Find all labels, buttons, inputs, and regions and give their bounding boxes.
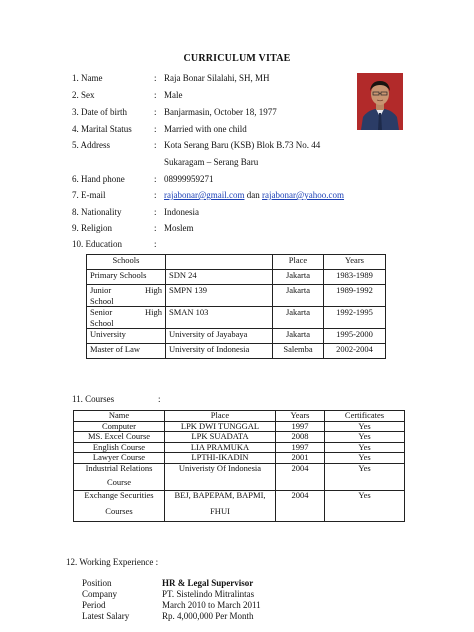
table-header-row bbox=[87, 255, 386, 270]
colon: : bbox=[154, 174, 157, 184]
info-label: 5. Address bbox=[72, 140, 110, 150]
header-cell: Certificates bbox=[325, 411, 405, 422]
table-row bbox=[74, 453, 405, 464]
info-label: 2. Sex bbox=[72, 90, 95, 100]
school-type: Senior High School bbox=[87, 307, 166, 329]
course-place: LPTHI-IKADIN bbox=[165, 453, 276, 464]
header-cell: Place bbox=[273, 255, 324, 270]
work-value: Rp. 4,000,000 Per Month bbox=[162, 611, 254, 621]
info-label: 4. Marital Status bbox=[72, 124, 132, 134]
course-year: 1997 bbox=[276, 442, 325, 453]
colon: : bbox=[154, 190, 157, 200]
table-row bbox=[74, 490, 405, 521]
work-key: Position bbox=[82, 578, 112, 588]
course-cert: Yes bbox=[325, 432, 405, 443]
info-label: 9. Religion bbox=[72, 223, 112, 233]
school-years: 2002-2004 bbox=[324, 344, 386, 359]
info-value: Raja Bonar Silalahi, SH, MH bbox=[164, 73, 270, 83]
info-value: Married with one child bbox=[164, 124, 247, 134]
info-value: Banjarmasin, October 18, 1977 bbox=[164, 107, 277, 117]
course-place: Univeristy Of Indonesia bbox=[165, 463, 276, 490]
course-cert: Yes bbox=[325, 442, 405, 453]
colon: : bbox=[158, 394, 161, 404]
table-header-row bbox=[74, 411, 405, 422]
header-cell: Schools bbox=[87, 255, 166, 270]
course-name: English Course bbox=[74, 442, 165, 453]
section-label: 10. Education bbox=[72, 239, 122, 249]
table-row bbox=[74, 442, 405, 453]
course-name: Industrial Relations Course bbox=[74, 463, 165, 490]
table-row bbox=[87, 307, 386, 329]
course-cert: Yes bbox=[325, 490, 405, 521]
info-value: Kota Serang Baru (KSB) Blok B.73 No. 44 bbox=[164, 140, 321, 150]
info-label: 3. Date of birth bbox=[72, 107, 127, 117]
school-place: Jakarta bbox=[273, 270, 324, 285]
school-type: Primary Schools bbox=[87, 270, 166, 285]
school-years: 1995-2000 bbox=[324, 329, 386, 344]
school-years: 1992-1995 bbox=[324, 307, 386, 329]
email-separator: dan bbox=[246, 190, 260, 200]
course-year: 1997 bbox=[276, 421, 325, 432]
course-year: 2004 bbox=[276, 490, 325, 521]
course-name: Lawyer Course bbox=[74, 453, 165, 464]
table-row bbox=[74, 421, 405, 432]
info-label: 1. Name bbox=[72, 73, 103, 83]
section-label: 12. Working Experience : bbox=[66, 557, 159, 567]
course-place: LIA PRAMUKA bbox=[165, 442, 276, 453]
header-cell: Years bbox=[324, 255, 386, 270]
page-title: CURRICULUM VITAE bbox=[183, 53, 291, 64]
info-label: 7. E-mail bbox=[72, 190, 106, 200]
school-years: 1983-1989 bbox=[324, 270, 386, 285]
school-name: SDN 24 bbox=[166, 270, 273, 285]
table-row bbox=[87, 329, 386, 344]
header-cell: Years bbox=[276, 411, 325, 422]
header-cell: Place bbox=[165, 411, 276, 422]
work-value: PT. Sistelindo Mitralintas bbox=[162, 589, 255, 599]
work-key: Period bbox=[82, 600, 106, 610]
school-type: Master of Law bbox=[87, 344, 166, 359]
email-link-2[interactable]: rajabonar@yahoo.com bbox=[262, 190, 345, 200]
school-place: Jakarta bbox=[273, 307, 324, 329]
course-name: Exchange Securities Courses bbox=[74, 490, 165, 521]
info-label: 6. Hand phone bbox=[72, 174, 125, 184]
email-link-1[interactable]: rajabonar@gmail.com bbox=[164, 190, 245, 200]
course-cert: Yes bbox=[325, 453, 405, 464]
school-name: SMAN 103 bbox=[166, 307, 273, 329]
info-value: Sukaragam – Serang Baru bbox=[164, 157, 259, 167]
course-year: 2004 bbox=[276, 463, 325, 490]
course-name: Computer bbox=[74, 421, 165, 432]
course-place: LPK SUADATA bbox=[165, 432, 276, 443]
table-row bbox=[87, 285, 386, 307]
info-value: Moslem bbox=[164, 223, 194, 233]
course-place: BEJ, BAPEPAM, BAPMI, FHUI bbox=[165, 490, 276, 521]
school-name: SMPN 139 bbox=[166, 285, 273, 307]
school-place: Jakarta bbox=[273, 285, 324, 307]
school-years: 1989-1992 bbox=[324, 285, 386, 307]
profile-photo bbox=[357, 73, 403, 130]
colon: : bbox=[154, 90, 157, 100]
work-key: Company bbox=[82, 589, 117, 599]
colon: : bbox=[154, 107, 157, 117]
colon: : bbox=[154, 140, 157, 150]
info-value: Male bbox=[164, 90, 183, 100]
work-value: HR & Legal Supervisor bbox=[162, 578, 254, 588]
table-row bbox=[87, 344, 386, 359]
course-year: 2001 bbox=[276, 453, 325, 464]
work-value: March 2010 to March 2011 bbox=[162, 600, 261, 610]
course-year: 2008 bbox=[276, 432, 325, 443]
school-type: University bbox=[87, 329, 166, 344]
table-row bbox=[74, 432, 405, 443]
course-cert: Yes bbox=[325, 421, 405, 432]
info-label: 8. Nationality bbox=[72, 207, 122, 217]
course-cert: Yes bbox=[325, 463, 405, 490]
school-name: University of Jayabaya bbox=[166, 329, 273, 344]
table-row bbox=[74, 463, 405, 490]
header-cell bbox=[166, 255, 273, 270]
info-value: Indonesia bbox=[164, 207, 199, 217]
courses-table bbox=[73, 410, 405, 522]
colon: : bbox=[154, 207, 157, 217]
section-label: 11. Courses bbox=[72, 394, 115, 404]
colon: : bbox=[154, 223, 157, 233]
course-place: LPK DWI TUNGGAL bbox=[165, 421, 276, 432]
colon: : bbox=[154, 73, 157, 83]
table-row bbox=[87, 270, 386, 285]
school-type: Junior High School bbox=[87, 285, 166, 307]
school-place: Salemba bbox=[273, 344, 324, 359]
header-cell: Name bbox=[74, 411, 165, 422]
school-name: University of Indonesia bbox=[166, 344, 273, 359]
education-table bbox=[86, 254, 386, 359]
info-value bbox=[164, 190, 344, 201]
school-place: Jakarta bbox=[273, 329, 324, 344]
info-value: 08999959271 bbox=[164, 174, 214, 184]
colon: : bbox=[154, 239, 157, 249]
course-name: MS. Excel Course bbox=[74, 432, 165, 443]
colon: : bbox=[154, 124, 157, 134]
portrait-image bbox=[357, 73, 403, 130]
work-key: Latest Salary bbox=[82, 611, 130, 621]
